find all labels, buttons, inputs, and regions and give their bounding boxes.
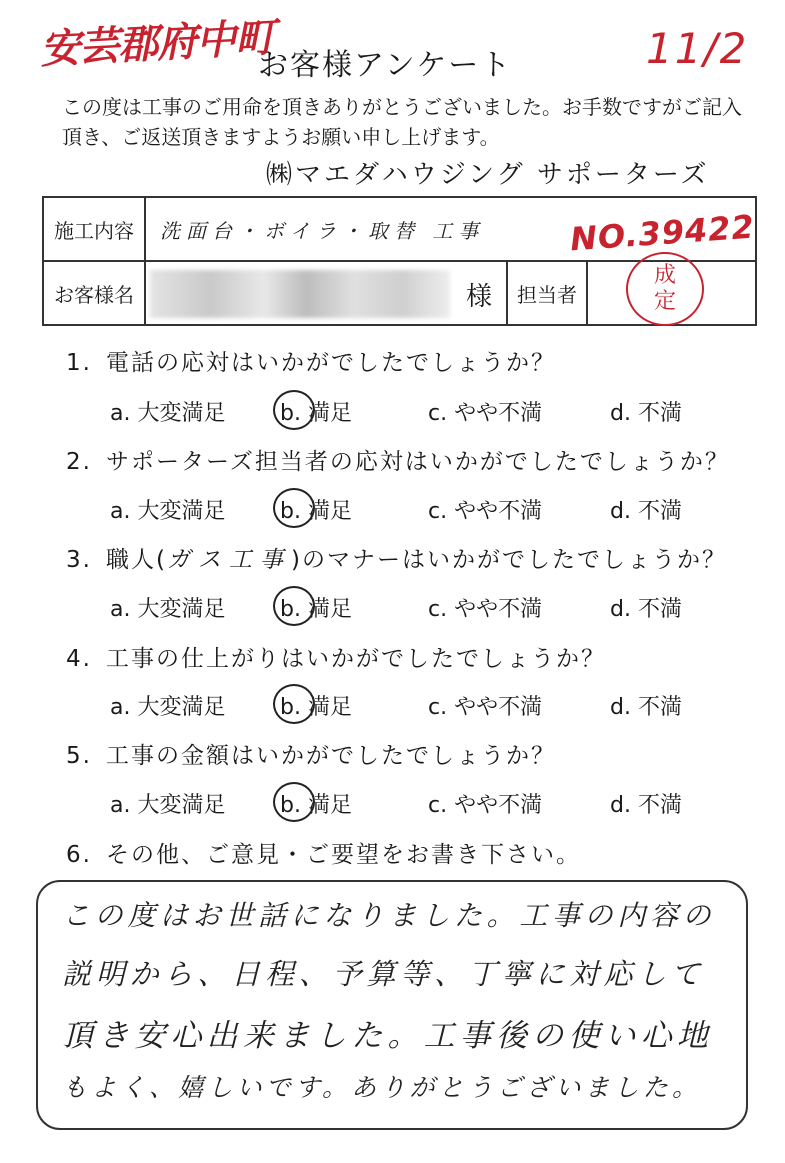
question-4 xyxy=(66,640,606,673)
comment-line-4: もよく、嬉しいです。ありがとうございました。 xyxy=(62,1073,702,1102)
handwritten-location: 安芸郡府中町 xyxy=(39,14,276,74)
selection-circle xyxy=(273,488,315,528)
question-text-before: 職人( xyxy=(106,547,167,573)
option-b-selected[interactable]: b. 満足 xyxy=(280,494,352,525)
customer-label: お客様名 xyxy=(43,261,145,325)
option-d[interactable]: d. 不満 xyxy=(610,499,682,524)
stamp-char-1: 成 xyxy=(653,263,676,288)
question-text: その他、ご意見・ご要望をお書き下さい。 xyxy=(106,842,581,868)
question-number: 2. xyxy=(66,449,92,475)
work-value: 洗面台・ボイラ・取替 工事 xyxy=(145,197,756,261)
question-6 xyxy=(66,836,581,869)
staff-label: 担当者 xyxy=(507,261,587,325)
comment-line-1: この度はお世話になりました。工事の内容の xyxy=(62,899,716,932)
comment-line-2: 説明から、日程、予算等、丁寧に対応して xyxy=(62,957,705,991)
intro-text: この度は工事のご用命を頂きありがとうございました。お手数ですがご記入頂き、ご返送頂きますようお願い申し上げます。 xyxy=(62,95,742,149)
option-b-selected[interactable]: b. 満足 xyxy=(280,396,352,427)
question-text: サポーターズ担当者の応対はいかがでしたでしょうか？ xyxy=(106,449,730,475)
question-number: 5. xyxy=(66,743,92,769)
option-b-selected[interactable]: b. 満足 xyxy=(280,690,352,721)
option-d[interactable]: d. 不満 xyxy=(610,695,682,720)
handwritten-date: 11/2 xyxy=(646,24,749,73)
comment-line-3: 頂き安心出来ました。工事後の使い心地 xyxy=(62,1018,713,1054)
question-number: 1. xyxy=(66,350,92,376)
question-text: 電話の応対はいかがでしたでしょうか？ xyxy=(106,350,556,376)
selection-circle xyxy=(273,782,315,822)
comment-box[interactable] xyxy=(36,880,748,1130)
option-a[interactable]: a. 大変満足 xyxy=(110,499,226,524)
handwritten-craft: ガス工事 xyxy=(166,547,291,573)
selection-circle xyxy=(273,390,315,430)
option-a[interactable]: a. 大変満足 xyxy=(110,695,226,720)
option-c[interactable]: c. やや不満 xyxy=(428,401,543,426)
question-number: 6. xyxy=(66,842,92,868)
ticket-number: NO.39422 xyxy=(568,207,756,259)
work-label: 施工内容 xyxy=(43,197,145,261)
selection-circle xyxy=(273,586,315,626)
option-a[interactable]: a. 大変満足 xyxy=(110,793,226,818)
question-1 xyxy=(66,344,556,377)
option-c[interactable]: c. やや不満 xyxy=(428,793,543,818)
staff-stamp xyxy=(626,252,704,326)
redacted-name xyxy=(150,270,450,318)
option-c[interactable]: c. やや不満 xyxy=(428,695,543,720)
option-d[interactable]: d. 不満 xyxy=(610,597,682,622)
option-b-selected[interactable]: b. 満足 xyxy=(280,592,352,623)
stamp-char-2: 定 xyxy=(653,289,676,314)
customer-name-field xyxy=(145,261,507,325)
question-text: 工事の仕上がりはいかがでしたでしょうか？ xyxy=(106,646,606,672)
option-a[interactable]: a. 大変満足 xyxy=(110,597,226,622)
option-a[interactable]: a. 大変満足 xyxy=(110,401,226,426)
page-title: お客様アンケート xyxy=(258,48,513,83)
option-b-selected[interactable]: b. 満足 xyxy=(280,788,352,819)
company-name: ㈱マエダハウジング サポーターズ xyxy=(266,160,710,190)
selection-circle xyxy=(273,684,315,724)
question-number: 3. xyxy=(66,547,92,573)
option-c[interactable]: c. やや不満 xyxy=(428,597,543,622)
customer-suffix: 様 xyxy=(465,282,492,312)
option-d[interactable]: d. 不満 xyxy=(610,401,682,426)
question-number: 4. xyxy=(66,646,92,672)
option-c[interactable]: c. やや不満 xyxy=(428,499,543,524)
question-text: 工事の金額はいかがでしたでしょうか？ xyxy=(106,743,556,769)
question-5 xyxy=(66,737,556,770)
option-d[interactable]: d. 不満 xyxy=(610,793,682,818)
question-text-after: )のマナーはいかがでしたでしょうか？ xyxy=(290,547,727,573)
question-2 xyxy=(66,443,730,476)
question-3 xyxy=(66,541,727,574)
